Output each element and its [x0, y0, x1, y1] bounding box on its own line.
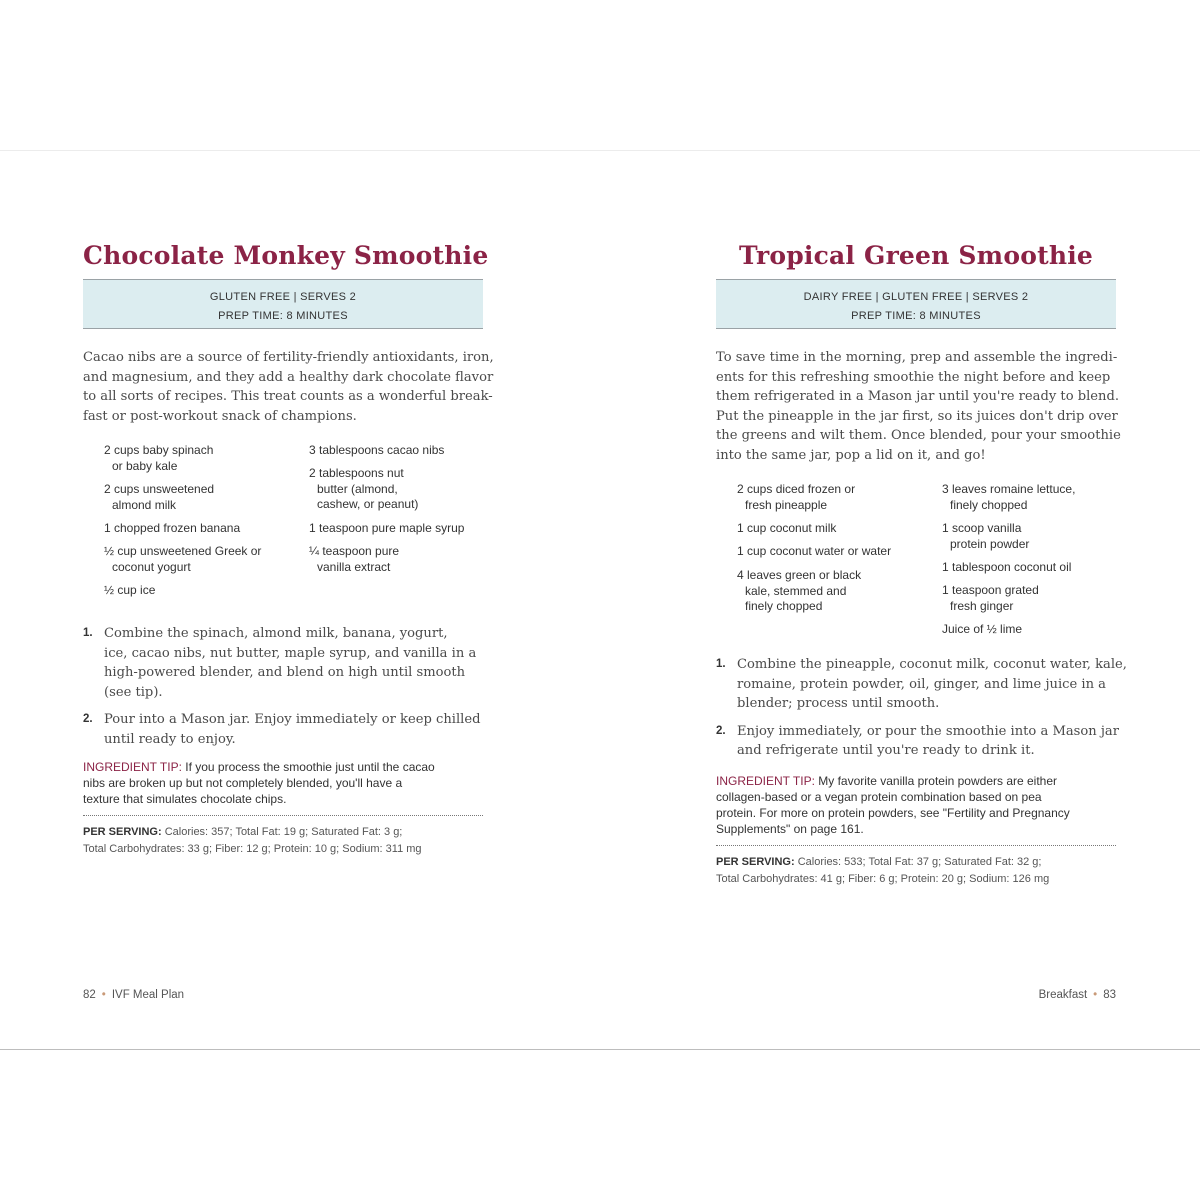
ingredient-item: 1 cup coconut milk — [737, 521, 837, 535]
tip-label: INGREDIENT TIP: — [716, 773, 815, 788]
left-recipe — [83, 241, 494, 858]
ingredient-item: 2 cups diced frozen or fresh pineapple — [737, 482, 856, 512]
step-number: 2. — [83, 713, 93, 725]
ingredient-item: 4 leaves green or black kale, stemmed and finely chopped — [737, 568, 862, 613]
ingredient-item: ½ cup ice — [104, 583, 156, 597]
left-page — [0, 151, 600, 1049]
step-number: 2. — [716, 724, 726, 737]
ingredient-item: 2 cups unsweetened almond milk — [104, 482, 215, 512]
page-number: 82 — [83, 989, 96, 1001]
ingredient-tip: INGREDIENT TIP: If you process the smoothie just until the cacao nibs are broken up but not completely blended, you'll have a texture that simulates chocolate chips. — [83, 760, 435, 806]
intro-line: and magnesium, and they add a healthy dark chocolate flavor — [83, 369, 494, 385]
ingredient-item: ½ cup unsweetened Greek or coconut yogurt — [104, 544, 262, 574]
section-name: Breakfast — [1038, 989, 1088, 1001]
dotted-divider — [83, 815, 483, 816]
direction-step: 1. Combine the pineapple, coconut milk, coconut water, kale, romaine, protein powder, oil, ginger, and lime juice in a blender; process until smooth. — [716, 657, 1127, 711]
ingredient-item: ¼ teaspoon pure vanilla extract — [309, 544, 400, 574]
tip-label: INGREDIENT TIP: — [83, 760, 182, 774]
ingredient-item: 2 cups baby spinach or baby kale — [104, 443, 214, 473]
ingredients-list — [104, 443, 483, 603]
direction-step: 2. Enjoy immediately, or pour the smoothie into a Mason jar and refrigerate until you're ready to drink it. — [716, 723, 1119, 758]
intro-line: ents for this refreshing smoothie the night before and keep — [716, 369, 1111, 385]
step-number: 1. — [716, 658, 726, 670]
step-number: 1. — [83, 627, 93, 639]
intro-line: Cacao nibs are a source of fertility-friendly antioxidants, iron, — [83, 350, 494, 365]
page-footer — [83, 989, 184, 1001]
nutrition-info: PER SERVING: Calories: 357; Total Fat: 19 g; Saturated Fat: 3 g; Total Carbohydrates: 33 g; Fiber: 12 g; Protein: 10 g; Sodium: 311 mg — [83, 826, 422, 855]
ingredient-item: 1 teaspoon pure maple syrup — [309, 521, 465, 535]
page-footer — [1039, 989, 1116, 1001]
direction-step: 2. Pour into a Mason jar. Enjoy immediately or keep chilled until ready to enjoy. — [83, 712, 481, 747]
recipe-info-box — [83, 279, 483, 329]
ingredients-list — [737, 482, 1116, 637]
intro-line: Put the pineapple in the jar first, so its juices don't drip over — [716, 408, 1118, 424]
recipe-title: Tropical Green Smoothie — [738, 241, 1094, 270]
ingredient-item: 1 cup coconut water or water — [737, 544, 892, 558]
recipe-intro — [83, 348, 494, 426]
page-number: 83 — [1103, 989, 1116, 1001]
dotted-divider — [716, 845, 1116, 846]
ingredient-item: 1 chopped frozen banana — [104, 521, 241, 535]
recipe-tags: GLUTEN FREE | SERVES 2 — [209, 291, 357, 303]
ingredient-item: 1 teaspoon grated fresh ginger — [942, 583, 1039, 613]
ingredient-item: 3 tablespoons cacao nibs — [309, 443, 445, 457]
ingredient-item: 2 tablespoons nut butter (almond, cashew, or peanut) — [309, 466, 419, 511]
nutrition-label: PER SERVING: — [83, 826, 162, 838]
recipe-tags: DAIRY FREE | GLUTEN FREE | SERVES 2 — [803, 291, 1029, 303]
intro-line: To save time in the morning, prep and assemble the ingredi- — [716, 350, 1118, 365]
nutrition-label: PER SERVING: — [716, 855, 795, 868]
direction-step: 1. Combine the spinach, almond milk, banana, yogurt, ice, cacao nibs, nut butter, maple syrup, and vanilla in a high-powered blender, and blend on high until smooth (see tip). — [83, 626, 477, 700]
directions-list — [716, 655, 1127, 761]
directions-list — [83, 624, 483, 749]
ingredient-item: 1 tablespoon coconut oil — [942, 560, 1072, 574]
recipe-intro — [716, 348, 1121, 465]
ingredient-item: Juice of ½ lime — [942, 622, 1023, 636]
ingredient-item: 3 leaves romaine lettuce, finely chopped — [942, 482, 1076, 512]
separator-dot: • — [1093, 989, 1098, 1001]
intro-line: to all sorts of recipes. This treat counts as a wonderful break- — [83, 389, 493, 404]
right-recipe — [716, 241, 1127, 888]
right-page — [600, 151, 1200, 1049]
intro-line: fast or post-workout snack of champions. — [83, 408, 357, 424]
prep-time: PREP TIME: 8 MINUTES — [851, 310, 981, 322]
recipe-info-box — [716, 279, 1116, 329]
book-spread — [0, 150, 1200, 1050]
intro-line: the greens and wilt them. Once blended, pour your smoothie — [716, 428, 1121, 443]
nutrition-info: PER SERVING: Calories: 533; Total Fat: 37 g; Saturated Fat: 32 g; Total Carbohydrates: 41 g; Fiber: 6 g; Protein: 20 g; Sodium: 126 mg — [716, 855, 1050, 885]
intro-line: them refrigerated in a Mason jar until you're ready to blend. — [716, 389, 1120, 404]
ingredient-tip: INGREDIENT TIP: My favorite vanilla protein powders are either collagen-based or a vegan protein combination based on pea protein. For more on protein powders, see "Fertility and Pregnancy Supplements" on page 161. — [716, 773, 1070, 836]
prep-time: PREP TIME: 8 MINUTES — [218, 310, 348, 322]
recipe-title: Chocolate Monkey Smoothie — [83, 241, 489, 270]
ingredient-item: 1 scoop vanilla protein powder — [942, 521, 1030, 551]
intro-line: into the same jar, pop a lid on it, and go! — [716, 447, 986, 463]
separator-dot: • — [101, 989, 106, 1001]
section-name: IVF Meal Plan — [111, 989, 185, 1001]
